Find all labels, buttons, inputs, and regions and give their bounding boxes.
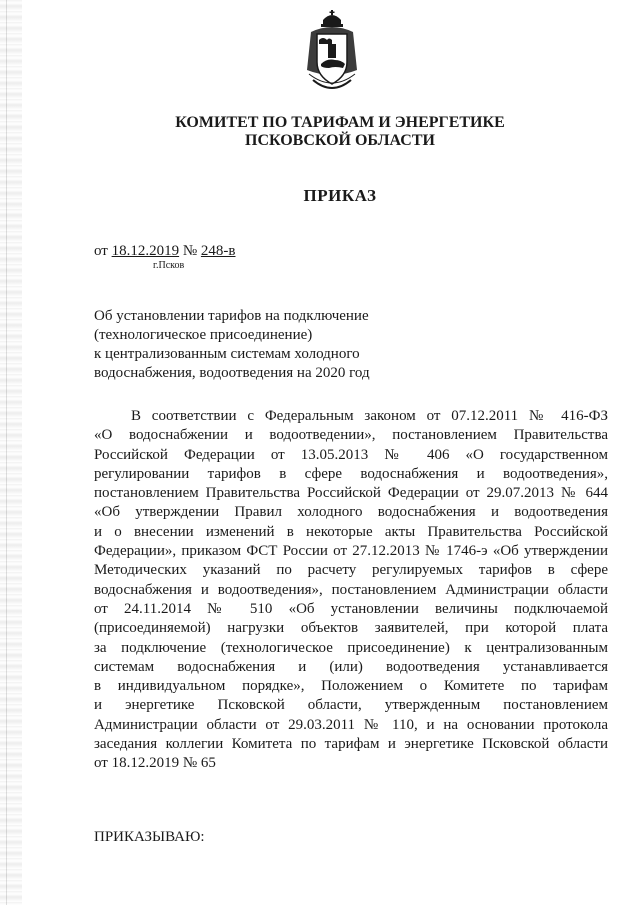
body-line: (присоединяемой) нагрузки объектов заявителей, при которой плата [94, 620, 608, 637]
agency-name-line1: КОМИТЕТ ПО ТАРИФАМ И ЭНЕРГЕТИКЕ [175, 114, 505, 131]
body-line: за подключение (технологическое присоединение) к централизованным [94, 639, 608, 656]
document-type-title: ПРИКАЗ [303, 186, 377, 205]
body-line: В соответствии с Федеральным законом от 07.12.2011 № 416-ФЗ [131, 408, 608, 424]
body-line: заседания коллегии Комитета по тарифам и энергетике Псковской области [94, 736, 608, 753]
body-line: Федерации», приказом ФСТ России от 27.12.2013 № 1746-э «Об утверждении [94, 543, 608, 560]
body-line: от 24.11.2014 № 510 «Об установлении величины подключаемой [94, 600, 608, 617]
body-line: водоснабжения и водоотведения», постановлением Администрации области [94, 581, 608, 598]
order-city: г.Псков [153, 260, 185, 271]
subject-line: к централизованным системам холодного [94, 346, 360, 362]
order-date: 18.12.2019 [111, 243, 180, 259]
body-line: в индивидуальном порядке», Положением о Комитете по тарифам [94, 678, 608, 695]
agency-name [140, 114, 540, 150]
order-prefix: от [94, 243, 112, 259]
order-number: 248-в [200, 243, 236, 259]
scan-edge-artifact [0, 0, 22, 905]
body-line: от 18.12.2019 № 65 [94, 755, 216, 772]
order-date-number [94, 243, 236, 260]
order-command: ПРИКАЗЫВАЮ: [94, 829, 205, 845]
order-subject [94, 307, 370, 383]
body-line: регулировании тарифов в сфере водоснабжения и водоотведения», [94, 465, 608, 482]
subject-line: Об установлении тарифов на подключение [94, 308, 369, 324]
body-line: Методических указаний по расчету регулируемых тарифов в сфере [94, 562, 608, 579]
body-paragraph [94, 407, 608, 774]
body-line: и о внесении изменений в некоторые акты Правительства Российской [94, 523, 608, 540]
body-line: Российской Федерации от 13.05.2013 № 406 «О государственном [94, 446, 608, 463]
body-line: и энергетике Псковской области, утвержденным постановлением [94, 697, 608, 714]
body-line: системам водоснабжения и (или) водоотведения устанавливается [94, 658, 608, 675]
coat-of-arms-emblem [301, 10, 363, 96]
body-line: «Об утверждении Правил холодного водоснабжения и водоотведения [94, 504, 608, 521]
subject-line: (технологическое присоединение) [94, 327, 313, 343]
body-line: «О водоснабжении и водоотведении», постановлением Правительства [94, 427, 608, 444]
body-line: Администрации области от 29.03.2011 № 110, и на основании протокола [94, 716, 608, 733]
order-number-sign: № [179, 243, 201, 259]
body-line: постановлением Правительства Российской Федерации от 29.07.2013 № 644 [94, 485, 608, 502]
agency-name-line2: ПСКОВСКОЙ ОБЛАСТИ [245, 132, 435, 149]
scan-edge-line [6, 0, 7, 905]
subject-line: водоснабжения, водоотведения на 2020 год [94, 365, 370, 381]
